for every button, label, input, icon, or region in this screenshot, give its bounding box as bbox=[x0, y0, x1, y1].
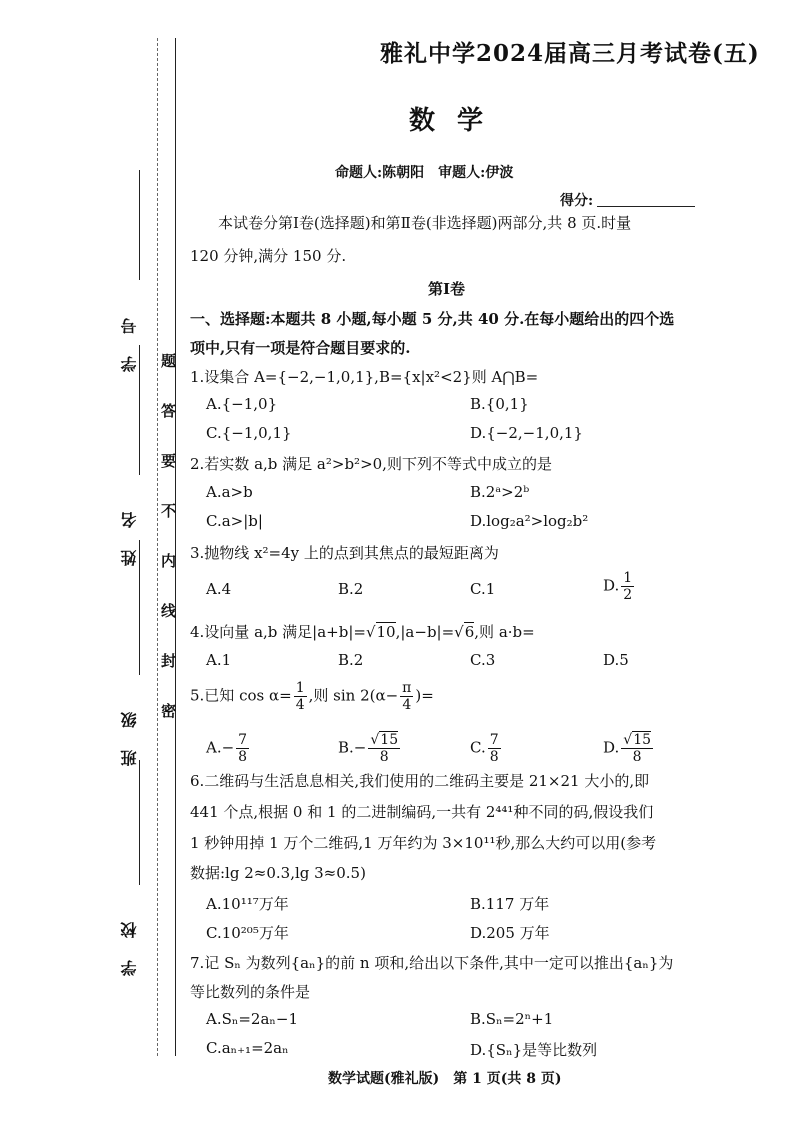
q6-line-4: 数据:lg 2≈0.3,lg 3≈0.5) bbox=[190, 864, 366, 882]
q7-line-2: 等比数列的条件是 bbox=[190, 983, 311, 1001]
numerator: 1 bbox=[623, 570, 633, 586]
part1-heading-line-2: 项中,只有一项是符合题目要求的. bbox=[190, 339, 411, 357]
seal-char: 密 bbox=[161, 702, 177, 720]
q3-option-a[interactable]: A.4 bbox=[206, 580, 232, 598]
denominator: 4 bbox=[402, 697, 412, 713]
q6-line-3: 1 秒钟用掉 1 万个二维码,1 万年约为 3×10¹¹秒,那么大约可以用(参考 bbox=[190, 834, 657, 852]
q6-line-2: 441 个点,根据 0 和 1 的二进制编码,一共有 2⁴⁴¹种不同的码,假设我们 bbox=[190, 803, 654, 821]
denominator: 8 bbox=[632, 749, 642, 765]
numerator: 7 bbox=[489, 732, 499, 748]
q5-option-a[interactable] bbox=[206, 732, 251, 765]
fraction bbox=[621, 732, 653, 765]
seal-char: 封 bbox=[161, 652, 177, 670]
q7-option-a[interactable]: A.Sₙ=2aₙ−1 bbox=[206, 1010, 299, 1028]
q3-option-c[interactable]: C.1 bbox=[470, 580, 496, 598]
q7-line-1: 7.记 Sₙ 为数列{aₙ}的前 n 项和,给出以下条件,其中一定可以推出{aₙ}为 bbox=[190, 954, 674, 972]
q7-option-d[interactable]: D.{Sₙ}是等比数列 bbox=[470, 1041, 598, 1059]
sqrt-radicand: 15 bbox=[633, 732, 652, 748]
score-label: 得分: bbox=[560, 193, 594, 209]
numerator: √15 bbox=[370, 732, 399, 748]
q2-option-c[interactable]: C.a>|b| bbox=[206, 512, 263, 530]
numerator: 7 bbox=[238, 732, 248, 748]
q3-stem: 3.抛物线 x²=4y 上的点到其焦点的最短距离为 bbox=[190, 544, 499, 562]
intro-line-1: 本试卷分第Ⅰ卷(选择题)和第Ⅱ卷(非选择题)两部分,共 8 页.时量 bbox=[218, 214, 632, 232]
q5-stem-pre: 5.已知 cos α= bbox=[190, 686, 292, 705]
seal-char: 不 bbox=[161, 502, 177, 520]
q1-option-c[interactable]: C.{−1,0,1} bbox=[206, 424, 292, 442]
section-title: 第Ⅰ卷 bbox=[428, 280, 466, 298]
q4-stem-post: ,则 a·b= bbox=[474, 623, 535, 641]
q2-option-a[interactable]: A.a>b bbox=[206, 483, 253, 501]
denominator: 2 bbox=[623, 587, 633, 603]
numerator: 1 bbox=[295, 680, 305, 696]
q6-option-c[interactable]: C.10²⁰⁵万年 bbox=[206, 924, 289, 942]
margin-class-label: 班级 bbox=[120, 690, 139, 766]
q2-stem: 2.若实数 a,b 满足 a²>b²>0,则下列不等式中成立的是 bbox=[190, 455, 552, 473]
fraction bbox=[294, 680, 307, 713]
subject-title: 数学 bbox=[409, 106, 506, 136]
denominator: 8 bbox=[379, 749, 389, 765]
q1-stem: 1.设集合 A={−2,−1,0,1},B={x|x²<2}则 A⋂B= bbox=[190, 368, 539, 386]
numerator: π bbox=[402, 680, 412, 696]
fraction bbox=[236, 732, 249, 765]
seal-char: 内 bbox=[161, 552, 177, 570]
exam-title: 雅礼中学2024届高三月考试卷(五) bbox=[380, 40, 760, 67]
q7-option-c[interactable]: C.aₙ₊₁=2aₙ bbox=[206, 1039, 289, 1057]
authors-line: 命题人:陈朝阳 审题人:伊波 bbox=[335, 165, 514, 181]
sqrt-radicand: 6 bbox=[464, 623, 475, 641]
seal-char: 要 bbox=[161, 452, 177, 470]
q6-option-a[interactable]: A.10¹¹⁷万年 bbox=[206, 895, 289, 913]
q1-option-d[interactable]: D.{−2,−1,0,1} bbox=[470, 424, 583, 442]
q3-option-b[interactable]: B.2 bbox=[338, 580, 364, 598]
q5-stem bbox=[190, 680, 720, 713]
fraction bbox=[400, 680, 413, 713]
denominator: 8 bbox=[489, 749, 499, 765]
fraction bbox=[621, 570, 634, 603]
q4-option-a[interactable]: A.1 bbox=[206, 651, 232, 669]
q4-stem-mid: ,|a−b|= bbox=[395, 623, 455, 641]
option-prefix: D. bbox=[603, 738, 620, 757]
q6-line-1: 6.二维码与生活息息相关,我们使用的二维码主要是 21×21 大小的,即 bbox=[190, 772, 650, 790]
option-prefix: C. bbox=[470, 738, 486, 757]
q4-stem: 4.设向量 a,b 满足|a+b|=√10,|a−b|=√6,则 a·b= bbox=[190, 623, 535, 641]
sqrt-radicand: 15 bbox=[380, 732, 399, 748]
student-id-field[interactable] bbox=[139, 170, 140, 280]
q1-option-a[interactable]: A.{−1,0} bbox=[206, 395, 278, 413]
option-prefix: B.− bbox=[338, 738, 367, 757]
q5-option-c[interactable] bbox=[470, 732, 503, 765]
fraction bbox=[368, 732, 400, 765]
sqrt-radicand: 10 bbox=[376, 623, 396, 641]
q2-option-d[interactable]: D.log₂a²>log₂b² bbox=[470, 512, 589, 530]
q7-option-b[interactable]: B.Sₙ=2ⁿ+1 bbox=[470, 1010, 554, 1028]
q4-option-d[interactable]: D.5 bbox=[603, 651, 629, 669]
q3-option-d[interactable] bbox=[603, 570, 636, 603]
fraction bbox=[488, 732, 501, 765]
margin-name-label: 姓名 bbox=[120, 490, 139, 566]
q4-option-c[interactable]: C.3 bbox=[470, 651, 496, 669]
margin-student-id-label: 学号 bbox=[120, 296, 139, 372]
intro-line-2: 120 分钟,满分 150 分. bbox=[190, 247, 347, 265]
score-field[interactable] bbox=[560, 190, 695, 210]
q5-stem-mid: ,则 sin 2(α− bbox=[308, 686, 399, 705]
school-field[interactable] bbox=[139, 760, 140, 885]
q5-option-b[interactable] bbox=[338, 732, 402, 765]
q5-stem-post: )= bbox=[415, 686, 434, 705]
denominator: 8 bbox=[238, 749, 248, 765]
q4-stem-pre: 4.设向量 a,b 满足|a+b|= bbox=[190, 623, 366, 641]
name-field[interactable] bbox=[139, 345, 140, 475]
score-blank[interactable] bbox=[597, 206, 695, 207]
seal-char: 线 bbox=[161, 602, 177, 620]
denominator: 4 bbox=[295, 697, 305, 713]
numerator: √15 bbox=[623, 732, 652, 748]
binding-solid-line bbox=[175, 38, 176, 1056]
q1-option-b[interactable]: B.{0,1} bbox=[470, 395, 529, 413]
q2-option-b[interactable]: B.2ᵃ>2ᵇ bbox=[470, 483, 530, 501]
class-field[interactable] bbox=[139, 540, 140, 675]
q3-option-d-prefix: D. bbox=[603, 576, 620, 595]
page-footer: 数学试题(雅礼版) 第 1 页(共 8 页) bbox=[328, 1071, 562, 1087]
part1-heading-line-1: 一、选择题:本题共 8 小题,每小题 5 分,共 40 分.在每小题给出的四个选 bbox=[190, 310, 675, 328]
q6-option-b[interactable]: B.117 万年 bbox=[470, 895, 550, 913]
q4-option-b[interactable]: B.2 bbox=[338, 651, 364, 669]
q6-option-d[interactable]: D.205 万年 bbox=[470, 924, 550, 942]
seal-char: 答 bbox=[161, 402, 177, 420]
binding-dashed-line bbox=[157, 38, 158, 1056]
seal-char: 题 bbox=[161, 352, 177, 370]
option-prefix: A.− bbox=[206, 738, 235, 757]
q5-option-d[interactable] bbox=[603, 732, 655, 765]
margin-school-label: 学校 bbox=[120, 900, 139, 976]
